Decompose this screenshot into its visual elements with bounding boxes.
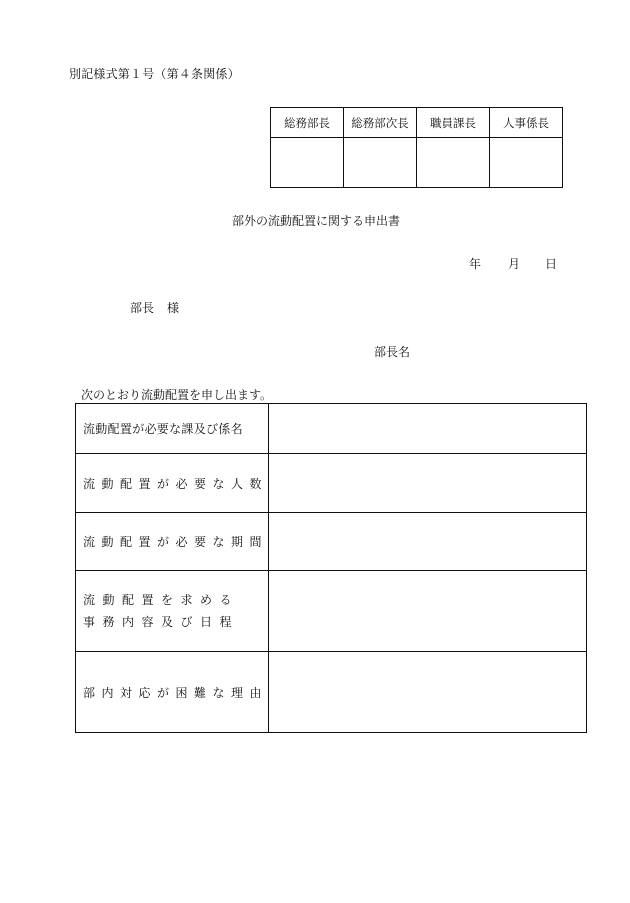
row-label-text: 部内対応が困難な理由	[83, 685, 269, 700]
table-row	[76, 454, 587, 513]
table-row	[76, 571, 587, 652]
row-label-text: 流動配置が必要な課及び係名	[83, 422, 243, 436]
approval-stamp-cell[interactable]	[271, 138, 344, 188]
applicant-name-label: 部長名	[374, 345, 411, 359]
row-label-text: 流動配置が必要な期間	[83, 535, 269, 549]
intro-text: 次のとおり流動配置を申し出ます。	[81, 388, 273, 402]
table-row	[76, 404, 587, 454]
row-label-reason	[76, 652, 269, 733]
row-label-headcount	[76, 454, 269, 513]
row-label-department	[76, 404, 269, 454]
addressee-honorific: 様	[167, 301, 180, 315]
document-title: 部外の流動配置に関する申出書	[232, 214, 401, 228]
row-label-text-line2: 事務内容及び日程	[83, 615, 240, 629]
date-month-label: 月	[508, 257, 521, 271]
approval-header-hr-subsection-chief: 人事係長	[490, 108, 563, 138]
date-year-label: 年	[469, 257, 482, 271]
approval-stamp-table	[270, 107, 563, 188]
approval-header-general-affairs-director: 総務部長	[271, 108, 344, 138]
approval-header-deputy-director: 総務部次長	[344, 108, 417, 138]
addressee-title: 部長	[130, 301, 155, 315]
table-row	[76, 513, 587, 571]
row-value-headcount[interactable]	[269, 454, 587, 513]
approval-stamp-cell[interactable]	[344, 138, 417, 188]
request-details-table	[75, 403, 587, 733]
row-label-text-line1: 流動配置を求める	[83, 593, 240, 607]
row-label-period	[76, 513, 269, 571]
row-label-text: 流動配置が必要な人数	[83, 476, 269, 491]
approval-header-personnel-section-chief: 職員課長	[417, 108, 490, 138]
row-value-period[interactable]	[269, 513, 587, 571]
row-value-reason[interactable]	[269, 652, 587, 733]
row-value-department[interactable]	[269, 404, 587, 454]
row-value-duties-schedule[interactable]	[269, 571, 587, 652]
approval-stamp-cell[interactable]	[417, 138, 490, 188]
form-number-label: 別記様式第１号（第４条関係）	[69, 67, 240, 81]
approval-stamp-cell[interactable]	[490, 138, 563, 188]
table-row	[76, 652, 587, 733]
row-label-duties-schedule	[76, 571, 269, 652]
date-day-label: 日	[545, 257, 558, 271]
